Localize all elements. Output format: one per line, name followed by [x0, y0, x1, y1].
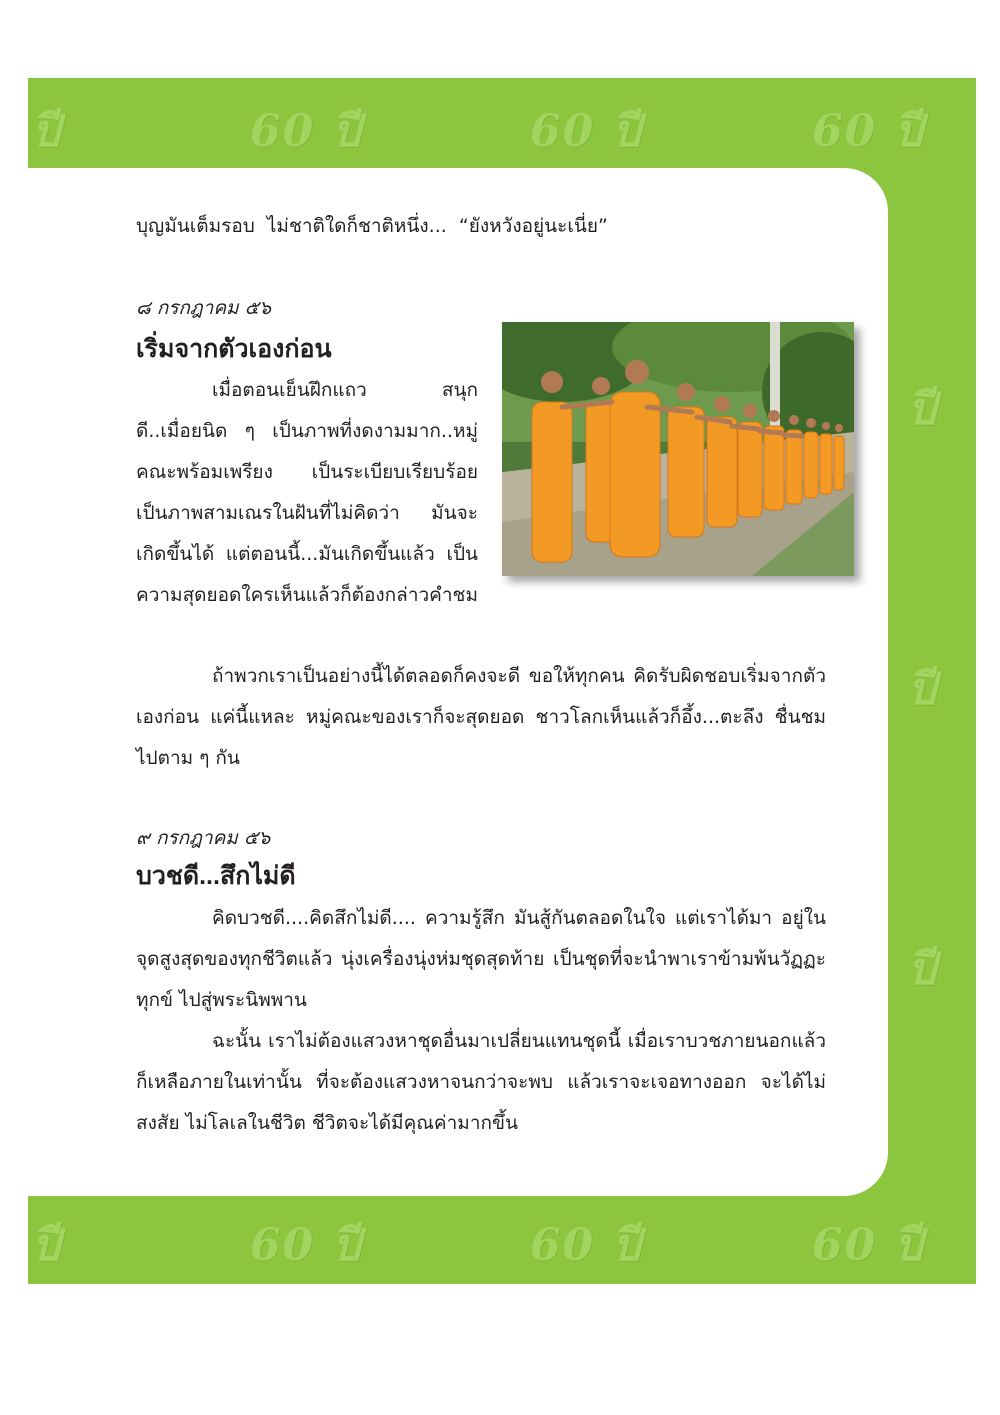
entry-body [136, 370, 478, 616]
monks-photo [502, 322, 854, 576]
watermark: ปี [908, 384, 938, 435]
entry-body [136, 898, 826, 1144]
watermark: 60 ปี [812, 1220, 925, 1271]
entry-paragraph: ฉะนั้น เราไม่ต้องแสวงหาชุดอื่นมาเปลี่ยนแทนชุดนี้ เมื่อเราบวชภายนอกแล้ว ก็เหลือภายในเท่านั้น ที่จะต้องแสวงหาจนกว่าจะพบ แล้วเราจะเจอทางออก จะได้ไม่สงสัย ไม่โลเลในชีวิต ชีวิตจะได้มีคุณค่ามากขึ้น [136, 1030, 826, 1134]
entry-paragraph: เมื่อตอนเย็นฝึกแถว สนุก ดี..เมื่อยนิด ๆ เป็นภาพที่งดงามมาก..หมู่คณะพร้อมเพรียง เป็นระเบียบเรียบร้อย เป็นภาพสามเณรในฝันที่ไม่คิดว่า มันจะเกิดขึ้นได้ แต่ตอนนี้...มันเกิดขึ้นแล้ว เป็นความสุดยอดใครเห็นแล้วก็ต้องกล่าวคำชม [136, 379, 478, 606]
watermark: 60 ปี [250, 106, 363, 157]
entry-body [136, 656, 826, 779]
entry-date: ๙ กรกฎาคม ๕๖ [136, 827, 271, 849]
watermark: ปี [908, 664, 938, 715]
watermark: 60 ปี [530, 1220, 643, 1271]
entry-paragraph: คิดบวชดี....คิดสึกไม่ดี.... ความรู้สึก มันสู้กันตลอดในใจ แต่เราได้มา อยู่ในจุดสูงสุดของทุกชีวิตแล้ว นุ่งเครื่องนุ่งห่มชุดสุดท้าย เป็นชุดที่จะนำพาเราข้ามพ้นวัฏฏะทุกข์ ไปสู่พระนิพพาน [136, 907, 826, 1011]
watermark: 60 ปี [530, 106, 643, 157]
watermark: ปี [32, 1220, 62, 1271]
entry-date: ๘ กรกฎาคม ๕๖ [136, 297, 272, 319]
entry-title: บวชดี...สึกไม่ดี [136, 862, 296, 890]
watermark: ปี [32, 106, 62, 157]
watermark: ปี [908, 944, 938, 995]
watermark: 60 ปี [250, 1220, 363, 1271]
entry-paragraph: ถ้าพวกเราเป็นอย่างนี้ได้ตลอดก็คงจะดี ขอให้ทุกคน คิดรับผิดชอบเริ่มจากตัวเองก่อน แค่นี้แหละ หมู่คณะของเราก็จะสุดยอด ชาวโลกเห็นแล้วก็อึ้ง...ตะลึง ชื่นชมไปตาม ๆ กัน [136, 665, 826, 769]
intro-line: บุญมันเต็มรอบ ไม่ชาติใดก็ชาติหนึ่ง... “ยังหวังอยู่นะเนี่ย” [136, 215, 608, 237]
monks-lined-up-image [502, 322, 854, 576]
entry-title: เริ่มจากตัวเองก่อน [136, 335, 332, 363]
watermark: 60 ปี [812, 106, 925, 157]
